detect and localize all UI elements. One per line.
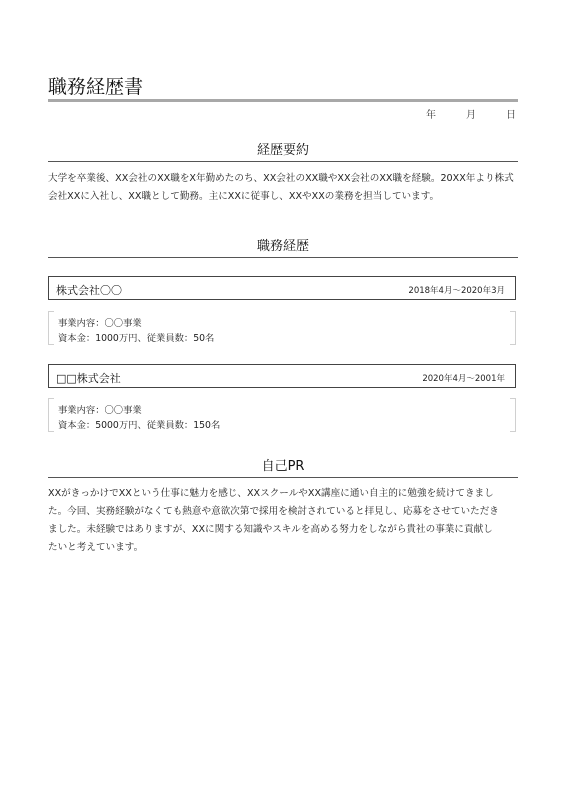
business-line: 事業内容：〇〇事業 bbox=[58, 405, 142, 416]
company-name: 株式会社〇〇 bbox=[56, 284, 122, 297]
month-label: 月 bbox=[466, 110, 476, 121]
company-period: 2018年4月～2020年3月 bbox=[408, 286, 505, 296]
self-pr-line: た。今回、実務経験がなくても熱意や意欲次第で採用を検討されていると拝見し、応募をさせていただき bbox=[48, 506, 499, 517]
company-name: □□株式会社 bbox=[56, 372, 121, 385]
self-pr-line: XXがきっかけでXXという仕事に魅力を感じ、XXスクールやXX講座に通い自主的に勉強を続けてきまし bbox=[48, 488, 494, 499]
career-rule bbox=[48, 257, 518, 258]
year-label: 年 bbox=[426, 110, 436, 121]
business-line: 事業内容：〇〇事業 bbox=[58, 318, 142, 329]
document-title: 職務経歴書 bbox=[48, 76, 144, 98]
summary-rule bbox=[48, 161, 518, 162]
company-details bbox=[48, 398, 516, 432]
self-pr-text bbox=[48, 485, 518, 557]
company-period: 2020年4月～2001年 bbox=[422, 374, 505, 384]
summary-line: 会社XXに入社し、XX職として勤務。主にXXに従事し、XXやXXの業務を担当しています。 bbox=[48, 191, 440, 202]
summary-line: 大学を卒業後、XX会社のXX職をX年勤めたのち、XX会社のXX職やXX会社のXX職を経験。20XX年より株式 bbox=[48, 173, 514, 184]
capital-line: 資本金：5000万円、従業員数：150名 bbox=[58, 420, 221, 431]
title-underline bbox=[48, 99, 518, 102]
self-pr-line: ました。未経験ではありますが、XXに関する知識やスキルを高める努力をしながら貴社の事業に貢献し bbox=[48, 524, 493, 535]
summary-heading: 経歴要約 bbox=[256, 143, 309, 158]
company-header bbox=[48, 276, 516, 300]
self-pr-line: たいと考えています。 bbox=[48, 542, 144, 553]
self-pr-rule bbox=[48, 477, 518, 478]
self-pr-heading: 自己PR bbox=[261, 459, 305, 474]
date-line bbox=[426, 106, 516, 121]
summary-text bbox=[48, 170, 518, 206]
company-details bbox=[48, 311, 516, 345]
company-header bbox=[48, 364, 516, 388]
career-heading: 職務経歴 bbox=[256, 239, 309, 254]
day-label: 日 bbox=[506, 110, 516, 121]
capital-line: 資本金：1000万円、従業員数：50名 bbox=[58, 333, 215, 344]
